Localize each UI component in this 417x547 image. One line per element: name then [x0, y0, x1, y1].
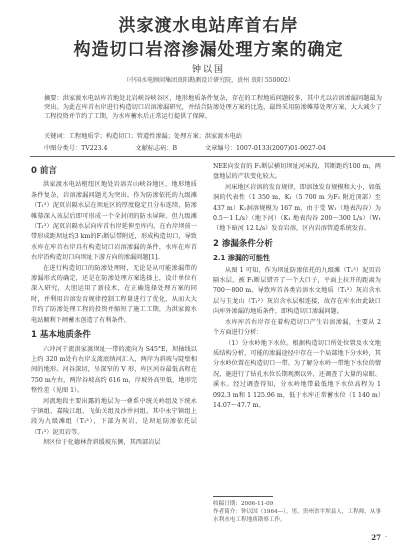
subsection-heading: 2.1 渗漏的可能性	[213, 254, 270, 263]
paragraph: 洪家渡水电站枢纽区地处岩溶弄山峡谷地区，地形地质条件复杂，岩溶渗漏问题尤为突出。作为防渗依托的九级滩（T₁³）泥页岩隔水层在坝址区的厚度稳定且分布连续，防渗帷幕深入该层后即可形成一个全封闭的防水屏障。但九级滩（T₁³）泥页岩隔水层向库首右岸延伸至库内，在右岸坝前一带形成距坝址约3 km的F₁断层带附近，形成构造切口，导致水库在库首右岸具有构造切口岩溶渗漏的条件，水库在库首右岸沿构造切口向坝址下游方向的渗漏问题[1]。	[31, 181, 197, 262]
paragraph: 河床地区岩溶的发育规律，即溶蚀发育规模和大小，如低洞的代表性（1 350 m，K₁（5 700 m 为F₁ 附近顶部）至437 m）K₁洞溶规模为 167 m，由于受 W₁（地表沟谷）为 0.5～1 L/s）（地下河）（K₁ 地表沟谷 200～300 L/s）（W₁（地下暗河 12 L/s）发育岩溶，区内岩溶管道系统发育。	[213, 183, 381, 233]
paragraph: 坝区位于化德林背斜缓坡东侧，其西部岩层	[43, 439, 161, 447]
paragraph: NEE向发育的 F₁断层横切坝址河床段，其断距约100 m，两盘地层的产状变化较大。	[213, 163, 381, 181]
author: 钟以国	[191, 65, 225, 75]
paper-title-line2: 构造切口岩溶渗漏处理方案的确定	[73, 40, 344, 60]
footnote: 收稿日期：2006-11-09 作者简介：钟以国（1964—），男，贵州省平坝县人，工程师，从事水利水电工程地质勘察工作。	[213, 501, 382, 523]
paragraph: 水库库首右岸存在着构造切口产生岩溶渗漏，主要从 2 个方面进行分析：	[213, 318, 381, 337]
right-column	[213, 162, 381, 411]
page-number: 27	[371, 533, 381, 542]
paragraph: 河流地段主要出露的地层为一叠系中统关岭组及下统永宁镇组、嘉陵江组、飞仙关组及沙井河组，其中永宁镇组上段为九级滩组（T₁³），下部为灰岩，是坝址防渗依托层（T₁³）泥页岩等。	[31, 397, 197, 436]
abstract: 摘要：洪家渡水电站库首地处北岩峡谷峡谷区，地形地质条件复杂，存在的工程地质问题较多，其中尤以岩溶渗漏问题最为突出。为此在库首右岸进行构造切口岩溶渗漏研究，并结合防渗处理方案的比选，最终采用防渗帷幕处理方案，大大减少了工程投资并节约了工期，为水库蓄水后正常运行提供了保障。	[44, 95, 382, 120]
classification-line	[44, 143, 384, 152]
section-heading-intro: 0 前言	[31, 166, 57, 176]
paragraph: （1）分水岭地下水位。根据构造切口所处位置及水文地质结构分析，可能的渗漏途径中存在一个局部地下分水岭，其分水岭位置在构造切口一带。为了解分水岭一带地下水位的情况，施进行了钻孔水位长期观测以外，还调查了大量的泉眼、溪水。经过调查得知，分水岭地带最低地下水位高程为 1 092.3 m和 1 125.96 m，低于水库正常蓄水位（1 140 m）14.07～47.7 m。	[213, 339, 381, 409]
section-heading-seepage: 2 渗漏条件分析	[213, 238, 273, 249]
paragraph: 从图 1 可知，作为坝址防渗依托的九级滩（T₁³）泥页岩隔水层，被 F₁断层错开了一个大口子，平面上拉开的距离为 700～800 m，导致库首各类岩溶水文地质（T₁³）灰岩含水层与玉龙山（T₁²）灰岩含水层相连接，故存在库水由此缺口向库外渗漏的地质条件，即构造切口渗漏问题。	[213, 266, 381, 316]
page-mark: ·	[385, 534, 387, 541]
left-column	[31, 162, 197, 449]
doc-code: 文献标志码：B	[135, 145, 178, 152]
paragraph: 在进行构造切口的防渗处理时，无论是从可能渗漏带的渗漏形式的确定，还是在防渗处理方案选择上，设计单位有深入研究，大胆运用了新技术，在正确选择处理方案的同时，并利用岩溶发育规律控制工程量进行了优化，从而大大节约了防渗处理工程的投资并缩短了施工工期，为洪家渡水电站顺利下闸蓄水创造了有利条件。	[31, 264, 197, 324]
header-divider	[30, 156, 395, 157]
footnote-divider	[213, 496, 273, 497]
paragraph: 六冲河干流洪家渡坝址一带的流向为 S45°E，坝轴线以上约 320 m处有右岸支流底纳河汇入，两岸为斜坡与陡壁相间的地形。河谷深切，呈深窄的 V 形，库区河谷最低高程在 750 m左右，两岸谷坡高约 616 m，岸坡外高里低，地形完整性差（见图 1）。	[31, 345, 197, 395]
section-heading-geology: 1 基本地质条件	[31, 330, 91, 341]
keywords: 关键词：工程地质学；构造切口；管道性渗漏；处理方案；洪家渡水电站	[44, 133, 242, 140]
paper-title-line1: 洪家渡水电站库首右岸	[118, 16, 299, 36]
affiliation: （中国水电顾问集团贵阳勘测设计研究院，贵州 贵阳 550002）	[123, 77, 294, 84]
article-id: 文章编号：1007-0133(2007)01-0027-04	[205, 145, 326, 152]
clc-number: 中图分类号：TV223.4	[44, 145, 108, 152]
